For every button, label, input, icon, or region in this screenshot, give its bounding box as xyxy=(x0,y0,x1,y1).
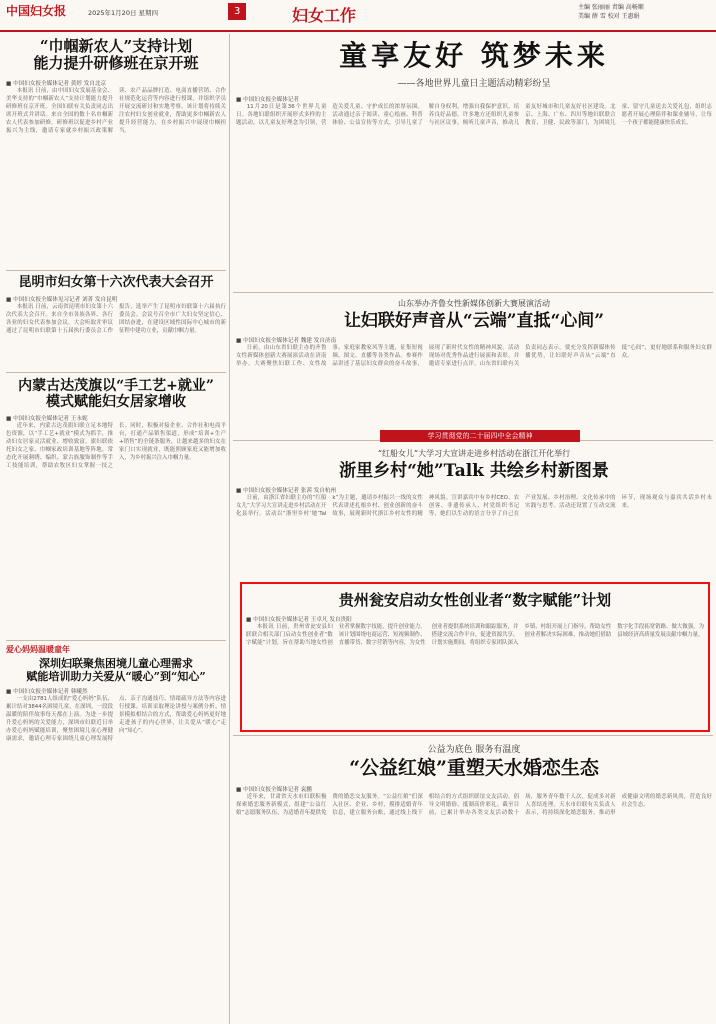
article-title: 童享友好 筑梦未来 xyxy=(339,39,609,72)
article-byline: ■ 中国妇女报全媒体记者 张茜 发自杭州 xyxy=(236,487,337,494)
page-number: 3 xyxy=(228,3,246,20)
article-body: 近年来，甘肃省天水市妇联积极探索婚恋服务新模式，组建“公益红娘”志愿服务队伍，为适婚青年提供免费的婚恋交友服务。“公益红娘”们深入社区、企业、乡村，摸排适婚青年信息，建立服务台账，通过线上线下相结合的方式组织联谊交友活动，倡导文明婚俗、抵制高价彩礼。截至目前，已累计举办各类交友活动数十场，服务青年数千人次，促成多对新人喜结连理。天水市妇联有关负责人表示，将持续深化婚恋服务，推动形成健康文明的婚恋新风尚，营造良好社会生态。 xyxy=(236,793,712,816)
article-body: 本报讯 日前，云南省昆明市妇女第十六次代表大会召开。来自全市各族各界、各行各业的妇女代表参加会议。大会听取并审议通过了昆明市妇联第十五届执行委员会工作报告，选举产生了昆明市妇联第十六届执行委员会。会议号召全市广大妇女坚定信心、团结奋进，在建设区域性国际中心城市的新征程中建功立业，贡献巾帼力量。 xyxy=(6,303,226,334)
article-shandong xyxy=(236,298,712,424)
article-tianshui xyxy=(236,742,712,1009)
article-byline: ■ 中国妇女报全媒体记者 袁鹏 xyxy=(236,786,312,793)
article-title: 让妇联好声音从“云端”直抵“心间” xyxy=(343,311,605,331)
article-byline: ■ 中国妇女报全媒体见习记者 刘菁 发自昆明 xyxy=(6,296,118,303)
article-body: 11月20日是第36个世界儿童日。各地妇联组织开展形式多样的主题活动，以儿童友好理念为引领，营造关爱儿童、守护成长的浓厚氛围。活动通过亲子阅读、童心绘画、科普体验、公益宣传等方式，引导儿童了解自身权利，增强自我保护意识，培养良好品德。许多地方还组织儿童参与社区议事，倾听儿童声音，推动儿童友好城市和儿童友好社区建设。北京、上海、广东、四川等地妇联联合教育、卫健、民政等部门，为困境儿童、留守儿童送去关爱礼包，组织志愿者开展心理陪伴和课业辅导，让每一个孩子都能健康快乐成长。 xyxy=(236,104,712,127)
article-body: 本报讯 日前，贵州省瓮安县妇联联合相关部门启动女性创业者“数字赋能”计划，旨在帮助当地女性创业者掌握数字技能，提升创业能力。该计划围绕电商运营、短视频制作、直播带货、数字营销等内容，为女性创业者提供系统培训和跟踪服务，并搭建交流合作平台，促进资源共享。计划实施期间，将组织专家团队深入乡镇、村组开展上门指导，帮助女性创业者解决实际困难，推动她们借助数字化手段拓宽销路、做大做强，为县域经济高质量发展贡献巾帼力量。 xyxy=(246,624,704,647)
article-farmers xyxy=(6,38,226,267)
article-childrens-day xyxy=(236,40,712,287)
article-body: 本报讯 日前，由中国妇女发展基金会、美华支持的“巾帼新农人”支持计划能力提升研修班在京开班。全国妇联有关负责同志出席开班式并讲话。来自全国的数十名巾帼新农人代表参加研修。研修班以促进乡村产业振兴为主线，邀请专家就乡村振兴政策解读、农产品品牌打造、电商直播营销、合作社规范化运营等内容进行授课，并组织学员开展交流研讨和实地考察。该计划将持续关注农村妇女创业就业，帮助更多巾帼新农人提升经营能力，在乡村振兴中展现巾帼担当。 xyxy=(6,87,226,134)
article-byline: ■ 中国妇女报全媒体记者 xyxy=(236,97,300,104)
section-title: 妇女工作 xyxy=(292,6,357,25)
article-byline: ■ 中国妇女报全媒体记者 魏建 发自济南 xyxy=(236,337,337,344)
article-title: 昆明市妇女第十六次代表大会召开 xyxy=(18,275,214,290)
article-guizhou-highlighted xyxy=(240,582,710,732)
article-title: “巾帼新农人”支持计划 能力提升研修班在京开班 xyxy=(33,37,199,73)
article-zhejiang xyxy=(236,448,712,588)
article-kunming xyxy=(6,276,226,367)
newspaper-logo: 中国妇女报 xyxy=(6,4,67,18)
article-title: 贵州瓮安启动女性创业者“数字赋能”计划 xyxy=(338,591,612,609)
article-title: 浙里乡村“她”Talk 共绘乡村新图景 xyxy=(339,461,609,481)
article-byline: ■ 中国妇女报全媒体记者 王卓凡 发自贵阳 xyxy=(246,617,352,624)
article-kicker: 公益为底色 服务有温度 xyxy=(427,745,521,755)
article-title: “公益红娘”重塑天水婚恋生态 xyxy=(349,757,599,779)
article-kicker: “红船女儿”大学习大宣讲走进乡村活动在浙江开化举行 xyxy=(377,449,571,458)
article-byline: ■ 中国妇女报全媒体记者 王永妮 xyxy=(6,416,88,423)
article-byline: ■ 中国妇女报全媒体记者 黄婷 发自北京 xyxy=(6,80,107,87)
article-kicker: 山东举办齐鲁女性新媒体创新大赛展演活动 xyxy=(398,299,550,308)
theme-banner: 学习贯彻党的二十届四中全会精神 xyxy=(380,430,580,442)
article-inner-mongolia xyxy=(6,378,226,632)
article-body: 日前，由浙江省妇联主办的“红船女儿”大学习大宣讲走进乡村活动在开化县举行。活动以“浙里乡村‘她’Talk”为主题，邀请乡村振兴一线的女性代表讲述扎根乡村、创业创新的奋斗故事，展现新时代浙江乡村女性的精神风貌。宣讲嘉宾中有乡村CEO、农创客、非遗传承人、村党组织书记等，她们以生动的语言分享了自己在产业发展、乡村治理、文化传承中的实践与思考。活动还设置了互动交流环节，现场观众与嘉宾共话乡村未来。 xyxy=(236,494,712,517)
article-title: 深圳妇联聚焦困境儿童心理需求 赋能培训助力关爱从“暖心”到“知心” xyxy=(26,657,206,683)
article-shenzhen xyxy=(6,644,226,985)
article-byline: ■ 中国妇女报全媒体记者 韩曦然 xyxy=(6,689,88,696)
article-body: 一支由2781人组成的“爱心妈妈”队伍，累计结对3844名困境儿童，在深圳，一段段温暖的陪伴故事每天都在上演。为进一步提升爱心妈妈的关爱能力，深圳市妇联近日举办爱心妈妈赋能培训，聚焦困境儿童心理健康需求，邀请心理专家围绕儿童心理发展特点、亲子沟通技巧、情绪疏导方法等内容进行授课。培训采取理论讲授与案例分析、情景模拟相结合的方式，帮助爱心妈妈更好地走进孩子的内心世界，让关爱从“暖心”走向“知心”。 xyxy=(6,696,226,743)
article-body: 近年来，内蒙古达茂旗妇联立足本地特色资源，以“手工艺+就业”模式为抓手，推动妇女居家灵活就业、增收致富。旗妇联依托妇女之家、巾帼家政培训基地等阵地，常态化开展刺绣、编织、蒙古族服饰制作等手工技能培训，帮助农牧区妇女掌握一技之长。同时，积极对接企业、合作社和电商平台，打通产品销售渠道，形成“培训+生产+销售”的全链条服务，让越来越多的妇女在家门口实现就业，既能照顾家庭又能增加收入，为乡村振兴注入巾帼力量。 xyxy=(6,423,226,470)
masthead xyxy=(0,0,716,32)
article-subtitle: ——各地世界儿童日主题活动精彩纷呈 xyxy=(397,79,551,90)
issue-date: 2025年1月20日 星期四 xyxy=(88,9,159,17)
article-title: 内蒙古达茂旗以“手工艺+就业” 模式赋能妇女居家增收 xyxy=(18,378,214,411)
column-label: 爱心妈妈温暖童年 xyxy=(6,645,70,654)
article-body: 日前，由山东省妇联主办的齐鲁女性新媒体创新大赛展演活动在济南举办。大赛聚焦妇联工作、女性故事、家庭家教家风等主题，征集短视频、图文、直播等各类作品。参赛作品讲述了基层妇女群众的奋斗故事，展现了新时代女性的精神风貌。活动现场对优秀作品进行展演和表彰，并邀请专家进行点评。山东省妇联有关负责同志表示，要充分发挥新媒体传播优势，让妇联好声音从“云端”直抵“心间”，更好地联系和服务妇女群众。 xyxy=(236,344,712,367)
editor-credits: 主编 张丽丽 责编 高畅顺 美编 薛 雪 校对 王惠娟 xyxy=(578,4,644,20)
